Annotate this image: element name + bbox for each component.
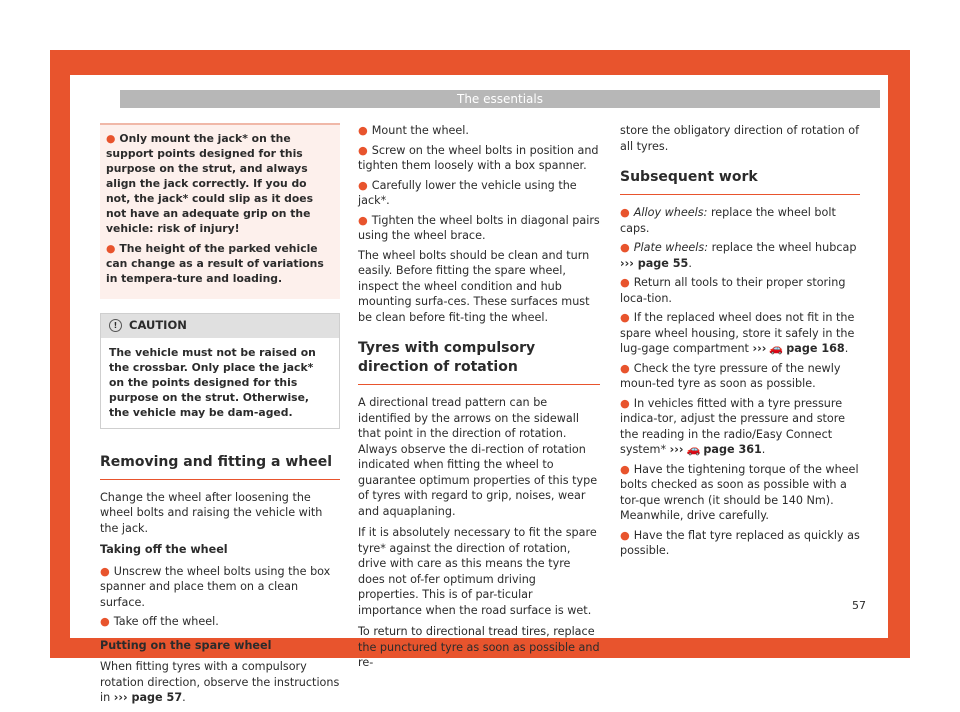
list-item: ● Check the tyre pressure of the newly moun-ted tyre as soon as possible.	[620, 361, 841, 390]
section-title-removing: Removing and fitting a wheel	[100, 453, 340, 480]
section-title-subsequent: Subsequent work	[620, 168, 860, 195]
bullet-icon: ●	[106, 132, 116, 145]
warning-item: ● The height of the parked vehicle can change as a result of variations in tempera-ture and loading.	[106, 242, 324, 285]
bullet-icon: ●	[358, 143, 368, 157]
continuation-paragraph: store the obligatory direction of rotation of all tyres.	[620, 124, 860, 153]
left-column	[100, 123, 340, 712]
list-item: ● Have the tightening torque of the wheel bolts checked as soon as possible with a tor-que wrench (it should be 140 Nm). Meanwhile, drive carefully.	[620, 462, 859, 522]
wheel-bolts-paragraph: The wheel bolts should be clean and turn easily. Before fitting the spare wheel, inspect the wheel condition and hub mounting surfa-ces. These surfaces must be clean before fit-ting the wheel.	[358, 248, 590, 324]
list-item: ● Alloy wheels: replace the wheel bolt caps.	[620, 206, 836, 235]
bullet-icon: ●	[620, 276, 630, 289]
warning-item: ● Only mount the jack* on the support points designed for this purpose on the strut, and always align the jack correctly. If you do not, the jack* could slip as it does not have an adequate grip on the vehicle: risk of injury!	[106, 132, 314, 235]
page-57-link[interactable]: ››› page 57	[113, 691, 183, 704]
bullet-icon: ●	[620, 528, 630, 542]
bullet-icon: ●	[620, 241, 630, 254]
list-item: ● In vehicles fitted with a tyre pressure indica-tor, adjust the pressure and store the reading in the radio/Easy Connect system* ››› 🚗 page 361.	[620, 396, 846, 456]
list-item: ● Return all tools to their proper storing loca-tion.	[620, 276, 846, 305]
bullet-icon: ●	[106, 242, 116, 255]
against-direction-paragraph: If it is absolutely necessary to fit the spare tyre* against the direction of rotation, drive with care as this means the tyre does not of-fer optimum driving properties. This is of par-ticular importance when the road surface is wet.	[358, 526, 597, 617]
bullet-icon: ●	[620, 361, 630, 375]
right-column	[620, 123, 860, 563]
header-band	[120, 90, 880, 108]
list-item: ● Carefully lower the vehicle using the jack*.	[358, 178, 577, 207]
subheading-putting-on: Putting on the spare wheel	[100, 638, 272, 652]
caution-box	[100, 313, 340, 429]
directional-tread-paragraph: A directional tread pattern can be identified by the arrows on the sidewall that point in the direction of rotation. Always observe the di-rection of rotation indicated when fitting the wheel to guarantee optimum properties of this type of tyres with regard to grip, noises, wear and aquaplaning.	[358, 396, 598, 518]
bullet-icon: ●	[358, 124, 368, 137]
list-item: ● Unscrew the wheel bolts using the box spanner and place them on a clean surface.	[100, 564, 331, 609]
bullet-icon: ●	[100, 615, 110, 628]
bullet-icon: ●	[620, 396, 630, 410]
bullet-icon: ●	[620, 206, 630, 219]
car-icon: 🚗	[686, 443, 701, 456]
intro-paragraph: Change the wheel after loosening the wheel bolts and raising the vehicle with the jack.	[100, 490, 323, 535]
bullet-icon: ●	[358, 213, 368, 227]
page-361-link[interactable]: ››› 🚗 page 361	[669, 443, 762, 456]
bullet-icon: ●	[100, 564, 110, 578]
list-item: ● Mount the wheel.	[358, 124, 469, 137]
list-item: ● Screw on the wheel bolts in position and tighten them loosely with a box spanner.	[358, 143, 599, 172]
list-item: ● If the replaced wheel does not fit in the spare wheel housing, store it safely in the lug-gage compartment ››› 🚗 page 168.	[620, 311, 855, 355]
return-directional-paragraph: To return to directional tread tires, replace the punctured tyre as soon as possible and re-	[358, 625, 600, 669]
middle-column	[358, 123, 600, 677]
car-icon: 🚗	[769, 342, 784, 355]
subheading-taking-off: Taking off the wheel	[100, 543, 228, 556]
list-item: ● Tighten the wheel bolts in diagonal pairs using the wheel brace.	[358, 213, 600, 242]
bullet-icon: ●	[358, 178, 368, 192]
caution-header: ! CAUTION	[101, 314, 339, 338]
section-title-tyres: Tyres with compulsory direction of rotation	[358, 339, 600, 385]
page-number: 57	[852, 599, 866, 612]
bullet-icon: ●	[620, 311, 630, 324]
putting-on-paragraph: When fitting tyres with a compulsory rotation direction, observe the instructions in ››› page 57.	[100, 660, 340, 704]
list-item: ● Take off the wheel.	[100, 615, 219, 628]
list-item: ● Plate wheels: replace the wheel hubcap ››› page 55.	[620, 241, 857, 270]
page-header-title: The essentials	[457, 92, 543, 106]
warning-box	[100, 123, 340, 299]
bullet-icon: ●	[620, 462, 630, 476]
page-168-link[interactable]: ››› 🚗 page 168	[752, 342, 845, 355]
page-frame	[50, 50, 910, 704]
document-page	[70, 75, 888, 704]
list-item: ● Have the flat tyre replaced as quickly as possible.	[620, 528, 860, 557]
caution-text: The vehicle must not be raised on the crossbar. Only place the jack* on the points designed for this purpose on the strut. Otherwise, the vehicle may be dam-aged.	[109, 345, 316, 419]
page-55-link[interactable]: ››› page 55	[620, 256, 689, 270]
caution-icon: !	[109, 319, 122, 332]
